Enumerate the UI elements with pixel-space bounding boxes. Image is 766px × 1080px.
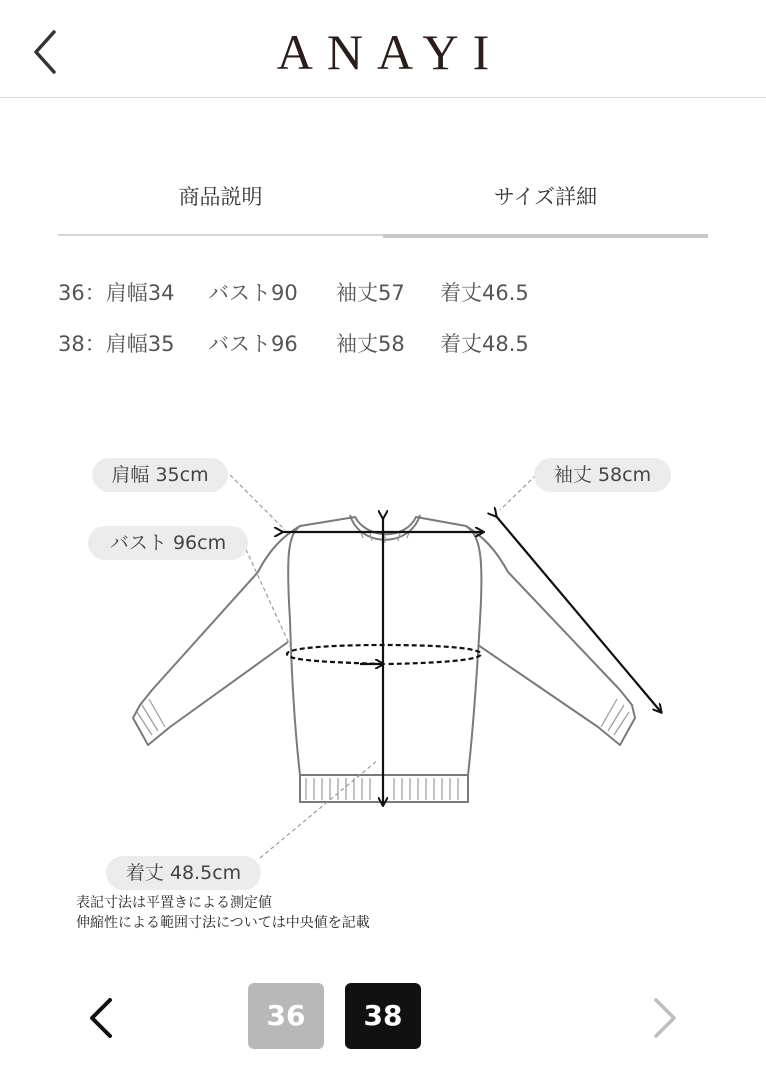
size-row-length: 着丈48.5 — [440, 332, 529, 356]
next-size-button[interactable] — [642, 990, 688, 1046]
size-row-lead: 38：肩幅35 — [58, 332, 175, 356]
note-line-2: 伸縮性による範囲寸法については中央値を記載 — [76, 915, 370, 931]
size-row-bust: バスト90 — [208, 281, 298, 305]
size-option-38[interactable]: 38 — [345, 983, 421, 1049]
note-line-1: 表記寸法は平置きによる測定値 — [76, 895, 272, 911]
shoulder-width-label: 肩幅 35cm — [92, 458, 228, 492]
sleeve-length-label: 袖丈 58cm — [534, 458, 671, 492]
prev-size-button[interactable] — [80, 990, 126, 1046]
size-row-length: 着丈46.5 — [440, 281, 529, 305]
size-option-36[interactable]: 36 — [248, 983, 324, 1049]
body-length-label: 着丈 48.5cm — [106, 856, 261, 890]
chevron-left-icon — [80, 990, 126, 1046]
size-row-sleeve: 袖丈57 — [336, 281, 405, 305]
tab-size-details[interactable]: サイズ詳細 — [383, 160, 708, 238]
bust-label: バスト 96cm — [88, 526, 248, 560]
size-row-sleeve: 袖丈58 — [336, 332, 405, 356]
size-row-lead: 36：肩幅34 — [58, 281, 175, 305]
tab-product-description[interactable]: 商品説明 — [58, 160, 383, 236]
sleeve-arrow — [496, 516, 661, 712]
brand-logo: ANAYI — [276, 24, 504, 80]
size-row-bust: バスト96 — [208, 332, 298, 356]
chevron-right-icon — [642, 990, 688, 1046]
measurement-notes — [76, 893, 370, 933]
